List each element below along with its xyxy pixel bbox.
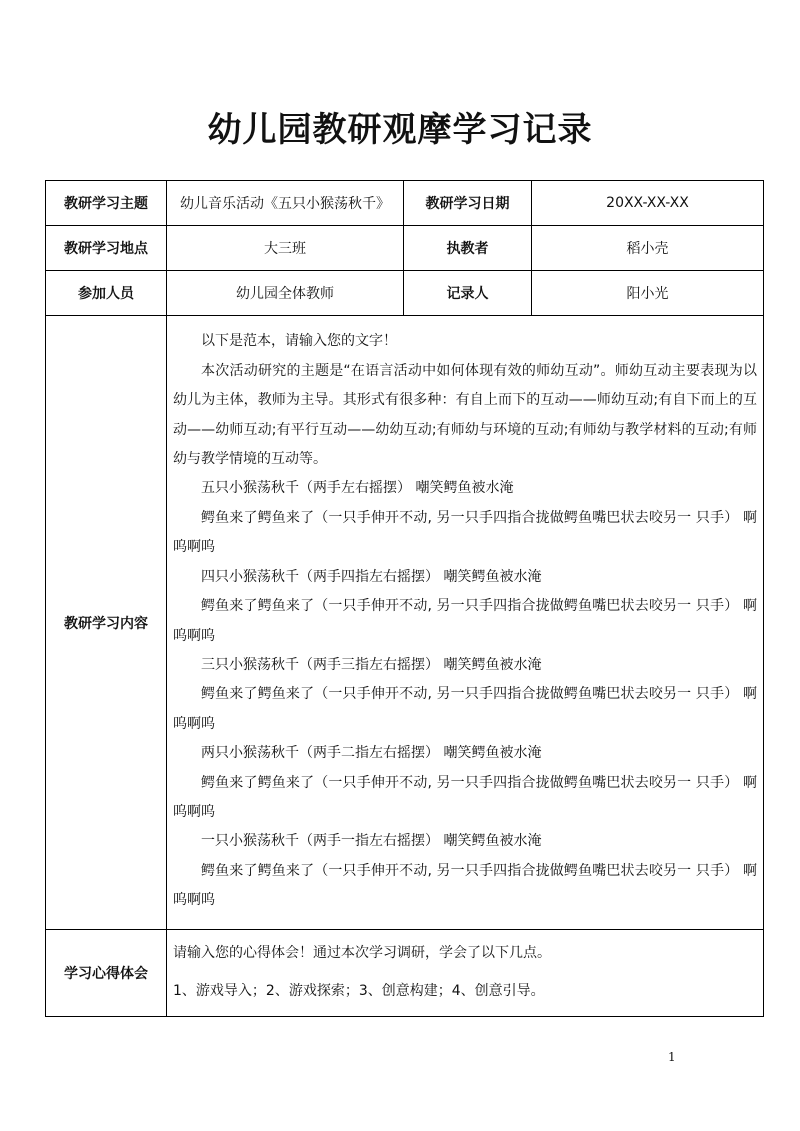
teacher-value[interactable]: 稻小壳 [532,226,764,271]
recorder-value[interactable]: 阳小光 [532,271,764,316]
content-paragraph: 鳄鱼来了鳄鱼来了（一只手伸开不动, 另一只手四指合拢做鳄鱼嘴巴状去咬另一 只手） 啊呜啊呜 [173,509,757,556]
topic-label: 教研学习主题 [46,181,167,226]
table-row [46,181,764,226]
date-value[interactable]: 20XX-XX-XX [532,181,764,226]
table-row [46,930,764,1017]
content-paragraph: 鳄鱼来了鳄鱼来了（一只手伸开不动, 另一只手四指合拢做鳄鱼嘴巴状去咬另一 只手） 啊呜啊呜 [173,862,757,909]
content-paragraph: 本次活动研究的主题是“在语言活动中如何体现有效的师幼互动”。师幼互动主要表现为以幼儿为主体，教师为主导。其形式有很多种：有自上而下的互动——师幼互动;有自下而上的互动——幼师互动;有平行互动——幼幼互动;有师幼与环境的互动;有师幼与教学材料的互动;有师幼与教学情境的互动等。 [173,362,757,468]
content-paragraph: 一只小猴荡秋千（两手一指左右摇摆） 嘲笑鳄鱼被水淹 [201,833,542,850]
teacher-label: 执教者 [404,226,532,271]
content-paragraph: 五只小猴荡秋千（两手左右摇摆） 嘲笑鳄鱼被水淹 [201,480,514,497]
participants-label: 参加人员 [46,271,167,316]
notes-label: 学习心得体会 [46,930,167,1017]
date-label: 教研学习日期 [404,181,532,226]
participants-value[interactable]: 幼儿园全体教师 [167,271,404,316]
notes-line: 请输入您的心得体会！通过本次学习调研，学会了以下几点。 [173,945,551,961]
recorder-label: 记录人 [404,271,532,316]
content-paragraph: 四只小猴荡秋千（两手四指左右摇摆） 嘲笑鳄鱼被水淹 [201,568,542,585]
document-title: 幼儿园教研观摩学习记录 [207,110,593,150]
content-paragraph: 鳄鱼来了鳄鱼来了（一只手伸开不动, 另一只手四指合拢做鳄鱼嘴巴状去咬另一 只手） 啊呜啊呜 [173,598,757,644]
location-value[interactable]: 大三班 [167,226,404,271]
table-row [46,316,764,930]
content-label: 教研学习内容 [46,316,167,930]
content-paragraph: 以下是范本，请输入您的文字！ [201,333,397,350]
record-table [45,180,764,1017]
table-row [46,271,764,316]
content-paragraph: 鳄鱼来了鳄鱼来了（一只手伸开不动, 另一只手四指合拢做鳄鱼嘴巴状去咬另一 只手） 啊呜啊呜 [173,774,757,820]
table-row [46,226,764,271]
content-paragraph: 鳄鱼来了鳄鱼来了（一只手伸开不动, 另一只手四指合拢做鳄鱼嘴巴状去咬另一 只手） 啊呜啊呜 [173,686,757,732]
topic-value[interactable]: 幼儿音乐活动《五只小猴荡秋千》 [167,181,404,226]
location-label: 教研学习地点 [46,226,167,271]
notes-line: 1、游戏导入；2、游戏探索；3、创意构建；4、创意引导。 [173,983,545,999]
content-paragraph: 两只小猴荡秋千（两手二指左右摇摆） 嘲笑鳄鱼被水淹 [201,745,542,762]
notes-body[interactable] [167,930,764,1017]
page-number: 1 [668,1050,676,1064]
content-paragraph: 三只小猴荡秋千（两手三指左右摇摆） 嘲笑鳄鱼被水淹 [201,656,542,673]
content-body[interactable] [167,316,764,930]
